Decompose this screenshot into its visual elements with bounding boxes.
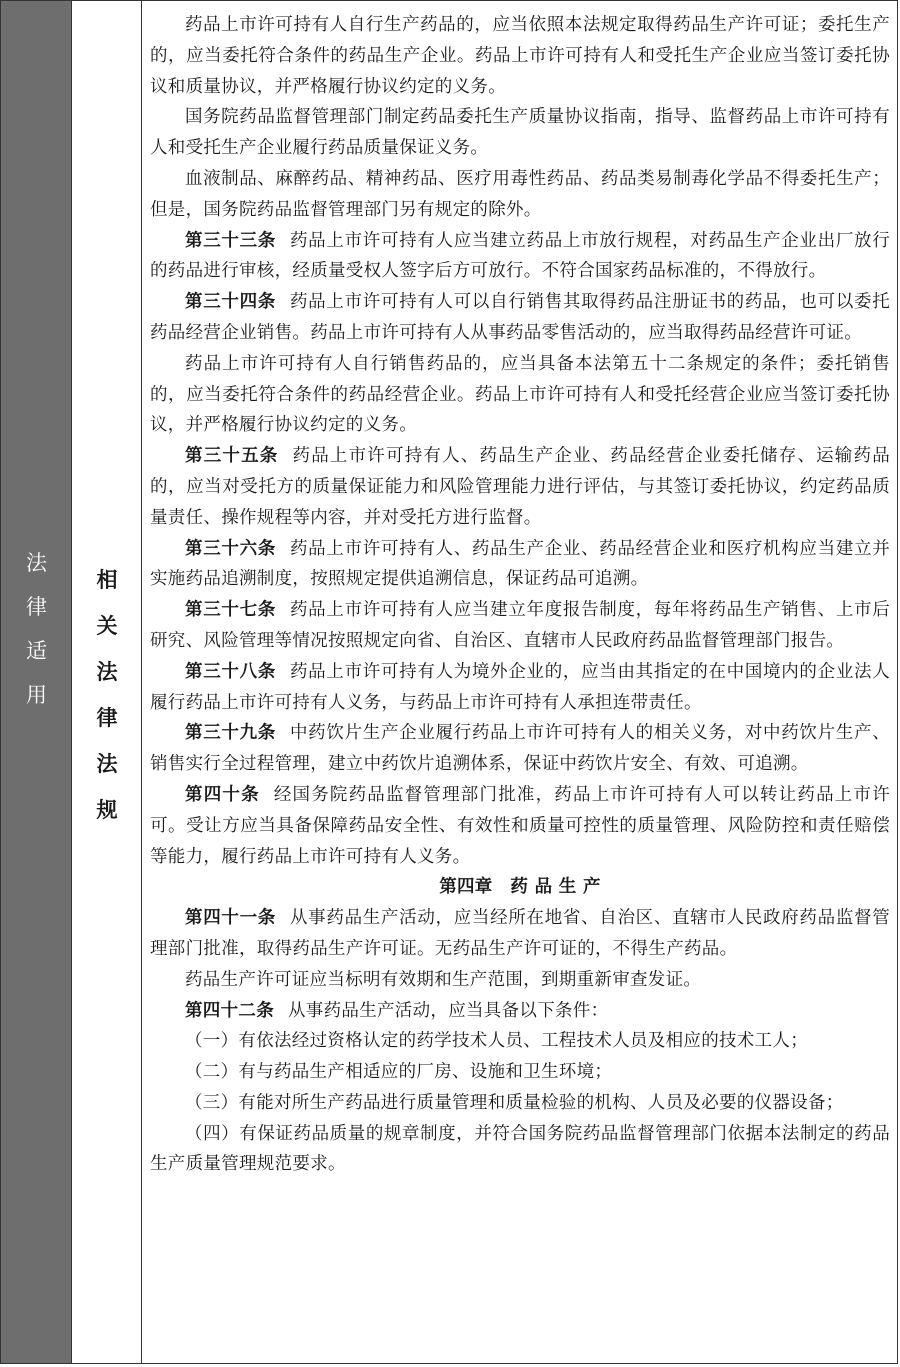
- law-paragraph: [150, 10, 890, 102]
- paragraph-text: 中药饮片生产企业履行药品上市许可持有人的相关义务，对中药饮片生产、销售实行全过程管理，建立中药饮片追溯体系，保证中药饮片安全、有效、可追溯。: [150, 723, 891, 775]
- category-char: 适: [26, 639, 47, 663]
- law-paragraph: [150, 996, 890, 1027]
- chapter-title: 第四章 药 品 生 产: [439, 877, 601, 898]
- subcategory-char: 法: [96, 751, 118, 776]
- subcategory-label: [72, 557, 142, 833]
- article-number: 第三十八条: [185, 661, 276, 682]
- paragraph-text: （三）有能对所生产药品进行质量管理和质量检验的机构、人员及必要的仪器设备；: [185, 1092, 844, 1113]
- law-paragraph: [150, 1119, 890, 1181]
- article-number: 第三十九条: [185, 723, 276, 744]
- subcategory-char: 律: [96, 705, 118, 730]
- paragraph-text: 药品上市许可持有人为境外企业的，应当由其指定的在中国境内的企业法人履行药品上市许可持有人义务，与药品上市许可持有人承担连带责任。: [150, 661, 891, 713]
- paragraph-text: （四）有保证药品质量的规章制度，并符合国务院药品监督管理部门依据本法制定的药品生产质量管理规范要求。: [150, 1123, 890, 1175]
- law-text-content: [150, 10, 890, 1180]
- law-paragraph: [150, 595, 890, 657]
- law-paragraph: [150, 1057, 890, 1088]
- law-paragraph: [150, 226, 890, 288]
- paragraph-text: 经国务院药品监督管理部门批准，药品上市许可持有人可以转让药品上市许可。受让方应当具备保障药品安全性、有效性和质量可控性的质量管理、风险防控和责任赔偿等能力，履行药品上市许可持有人义务。: [150, 784, 891, 867]
- paragraph-text: （一）有依法经过资格认定的药学技术人员、工程技术人员及相应的技术工人；: [185, 1031, 808, 1052]
- law-paragraph: [150, 102, 890, 164]
- article-group: [150, 10, 890, 872]
- law-paragraph: [150, 718, 890, 780]
- paragraph-text: 药品上市许可持有人应当建立药品上市放行规程，对药品生产企业出厂放行的药品进行审核，经质量受权人签字后方可放行。不符合国家药品标准的，不得放行。: [150, 230, 891, 282]
- subcategory-char: 规: [96, 797, 118, 822]
- law-paragraph: [150, 657, 890, 719]
- paragraph-text: 药品上市许可持有人、药品生产企业、药品经营企业委托储存、运输药品的，应当对受托方的质量保证能力和风险管理能力进行评估，与其签订委托协议，约定药品质量责任、操作规程等内容，并对受托方进行监督。: [150, 446, 890, 528]
- category-label: [1, 541, 72, 717]
- article-number: 第三十七条: [185, 600, 276, 621]
- category-char: 用: [26, 683, 47, 707]
- law-paragraph: [150, 780, 890, 872]
- subcategory-char: 相: [96, 567, 118, 592]
- paragraph-text: 药品上市许可持有人自行销售药品的，应当具备本法第五十二条规定的条件；委托销售的，应当委托符合条件的药品经营企业。药品上市许可持有人和受托经营企业应当签订委托协议，并严格履行协议约定的义务。: [150, 353, 890, 436]
- paragraph-text: 药品上市许可持有人自行生产药品的，应当依照本法规定取得药品生产许可证；委托生产的，应当委托符合条件的药品生产企业。药品上市许可持有人和受托生产企业应当签订委托协议和质量协议，并严格履行协议约定的义务。: [150, 15, 890, 97]
- category-char: 法: [26, 551, 47, 575]
- article-number: 第三十四条: [185, 292, 276, 313]
- law-paragraph: [150, 349, 890, 441]
- subcategory-column: [72, 1, 142, 1363]
- paragraph-text: （二）有与药品生产相适应的厂房、设施和卫生环境；: [185, 1062, 613, 1083]
- paragraph-text: 血液制品、麻醉药品、精神药品、医疗用毒性药品、药品类易制毒化学品不得委托生产；但是，国务院药品监督管理部门另有规定的除外。: [150, 168, 890, 220]
- paragraph-text: 药品上市许可持有人、药品生产企业、药品经营企业和医疗机构应当建立并实施药品追溯制度，按照规定提供追溯信息，保证药品可追溯。: [150, 538, 891, 590]
- law-paragraph: [150, 287, 890, 349]
- law-paragraph: [150, 534, 890, 596]
- law-paragraph: [150, 965, 890, 996]
- paragraph-text: 药品上市许可持有人可以自行销售其取得药品注册证书的药品，也可以委托药品经营企业销售。药品上市许可持有人从事药品零售活动的，应当取得药品经营许可证。: [150, 292, 891, 343]
- article-number: 第三十五条: [185, 446, 279, 467]
- paragraph-text: 药品生产许可证应当标明有效期和生产范围，到期重新审查发证。: [185, 969, 702, 990]
- article-number: 第四十二条: [185, 1000, 274, 1021]
- paragraph-text: 国务院药品监督管理部门制定药品委托生产质量协议指南，指导、监督药品上市许可持有人和受托生产企业履行药品质量保证义务。: [150, 107, 890, 159]
- paragraph-text: 从事药品生产活动，应当经所在地省、自治区、直辖市人民政府药品监督管理部门批准，取得药品生产许可证。无药品生产许可证的，不得生产药品。: [150, 908, 891, 959]
- law-paragraph: [150, 441, 890, 533]
- law-paragraph: [150, 1026, 890, 1057]
- category-char: 律: [26, 595, 47, 619]
- article-number: 第三十六条: [185, 538, 276, 559]
- article-group: [150, 903, 890, 1180]
- article-number: 第四十一条: [185, 908, 276, 929]
- article-number: 第三十三条: [185, 230, 276, 251]
- paragraph-text: 药品上市许可持有人应当建立年度报告制度，每年将药品生产销售、上市后研究、风险管理等情况按照规定向省、自治区、直辖市人民政府药品监督管理部门报告。: [150, 600, 891, 651]
- subcategory-char: 法: [96, 659, 118, 684]
- paragraph-text: 从事药品生产活动，应当具备以下条件：: [288, 1000, 609, 1021]
- law-paragraph: [150, 164, 890, 226]
- law-paragraph: [150, 1088, 890, 1119]
- law-paragraph: [150, 903, 890, 965]
- subcategory-char: 关: [96, 613, 118, 638]
- article-number: 第四十条: [185, 784, 260, 805]
- category-column: [1, 1, 72, 1363]
